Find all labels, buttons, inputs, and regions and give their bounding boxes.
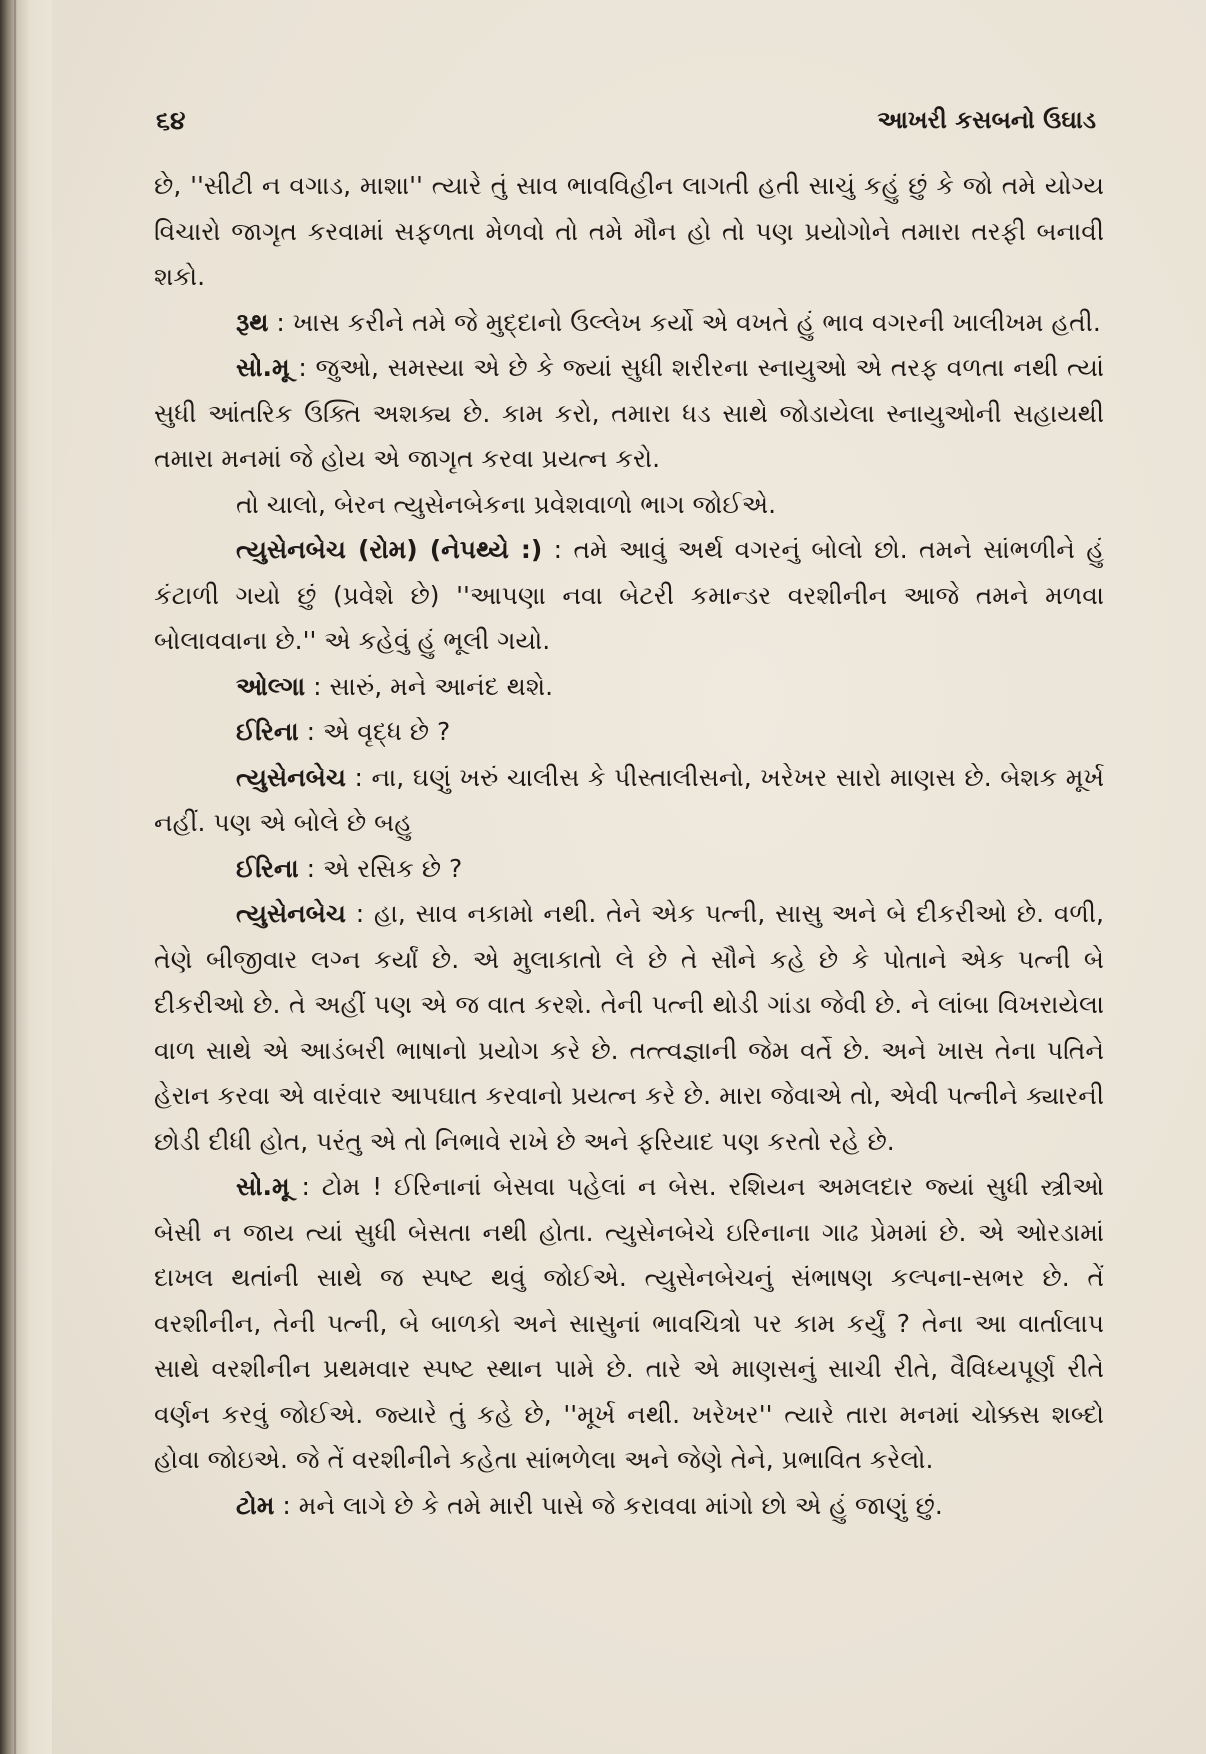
dialogue-text: : એ વૃદ્ધ છે ? xyxy=(298,717,451,746)
page-gutter-edge xyxy=(0,0,52,1754)
dialogue-paragraph xyxy=(154,1164,1104,1483)
speaker-name: ઓલ્ગા xyxy=(236,671,306,701)
paragraph xyxy=(154,163,1104,300)
dialogue-paragraph xyxy=(154,527,1104,664)
dialogue-text: : તમે આવું અર્થ વગરનું બોલો છો. તમને સાંભળીને હું કંટાળી ગયો છું (પ્રવેશે છે) ''આપણા નવા બેટરી કમાન્ડર વરશીનીન આજે તમને મળવા બોલાવવાના છે.'' એ કહેવું હું ભૂલી ગયો. xyxy=(154,535,1104,655)
dialogue-paragraph xyxy=(154,1483,1104,1529)
dialogue-text: : ટોમ ! ઈરિનાનાં બેસવા પહેલાં ન બેસ. રશિયન અમલદાર જ્યાં સુધી સ્ત્રીઓ બેસી ન જાય ત્યાં સુધી બેસતા નથી હોતા. ત્યુસેનબેચે ઇરિનાના ગાઢ પ્રેમમાં છે. એ ઓરડામાં દાખલ થતાંની સાથે જ સ્પષ્ટ થવું જોઈએ. ત્યુસેનબેચનું સંભાષણ કલ્પના-સભર છે. તેં વરશીનીન, તેની પત્ની, બે બાળકો અને સાસુનાં ભાવચિત્રો પર કામ કર્યું ? તેના આ વાર્તાલાપ સાથે વરશીનીન પ્રથમવાર સ્પષ્ટ સ્થાન પામે છે. તારે એ માણસનું સાચી રીતે, વૈવિધ્યપૂર્ણ રીતે વર્ણન કરવું જોઈએ. જ્યારે તું કહે છે, ''મૂર્ખ નથી. ખરેખર'' ત્યારે તારા મનમાં ચોક્કસ શબ્દો હોવા જોઇએ. જે તેં વરશીનીને કહેતા સાંભળેલા અને જેણે તેને, પ્રભાવિત કરેલો. xyxy=(154,1172,1104,1474)
dialogue-text: : ખાસ કરીને તમે જે મુદ્દાનો ઉલ્લેખ કર્યો એ વખતે હું ભાવ વગરની ખાલીખમ હતી. xyxy=(268,307,1101,337)
speaker-name: ત્યુસેનબેચ xyxy=(236,899,346,928)
dialogue-paragraph xyxy=(154,345,1104,482)
dialogue-text: : એ રસિક છે ? xyxy=(298,853,463,883)
speaker-name: રૂથ xyxy=(236,307,269,337)
dialogue-text: : જુઓ, સમસ્યા એ છે કે જ્યાં સુધી શરીરના સ્નાયુઓ એ તરફ વળતા નથી ત્યાં સુધી આંતરિક ઉક્તિ અશક્ય છે. કામ કરો, તમારા ધડ સાથે જોડાયેલા સ્નાયુઓની સહાયથી તમારા મનમાં જે હોય એ જાગૃત કરવા પ્રયત્ન કરો. xyxy=(154,353,1104,473)
dialogue-text: : હા, સાવ નકામો નથી. તેને એક પત્ની, સાસુ અને બે દીકરીઓ છે. વળી, તેણે બીજીવાર લગ્ન કર્યાં છે. એ મુલાકાતો લે છે તે સૌને કહે છે કે પોતાને એક પત્ની બે દીકરીઓ છે. તે અહીં પણ એ જ વાત કરશે. તેની પત્ની થોડી ગાંડા જેવી છે. ને લાંબા વિખરાયેલા વાળ સાથે એ આડંબરી ભાષાનો પ્રયોગ કરે છે. તત્ત્વજ્ઞાની જેમ વર્તે છે. અને ખાસ તેના પતિને હેરાન કરવા એ વારંવાર આપઘાત કરવાનો પ્રયત્ન કરે છે. મારા જેવાએ તો, એવી પત્નીને ક્યારની છોડી દીધી હોત, પરંતુ એ તો નિભાવે રાખે છે અને ફરિયાદ પણ કરતો રહે છે. xyxy=(154,899,1104,1156)
paragraph-text: તો ચાલો, બેરન ત્યુસેનબેકના પ્રવેશવાળો ભાગ જોઈએ. xyxy=(236,489,777,519)
paragraph-text: છે, ''સીટી ન વગાડ, માશા'' ત્યારે તું સાવ ભાવવિહીન લાગતી હતી સાચું કહું છું કે જો તમે યોગ્ય વિચારો જાગૃત કરવામાં સફળતા મેળવો તો તમે મૌન હો તો પણ પ્રયોગોને તમારા તરફી બનાવી શકો. xyxy=(154,171,1104,291)
paragraph xyxy=(154,482,1104,528)
dialogue-paragraph xyxy=(154,709,1104,755)
speaker-name: ત્યુસેનબેચ (રોમ) (નેપથ્યે :) xyxy=(236,535,543,564)
dialogue-text: : સારું, મને આનંદ થશે. xyxy=(305,671,554,701)
dialogue-paragraph xyxy=(154,755,1104,846)
speaker-name: સો.મૂ xyxy=(236,1172,290,1201)
page-header xyxy=(156,106,1096,146)
dialogue-paragraph xyxy=(154,846,1104,892)
dialogue-paragraph xyxy=(154,664,1104,710)
speaker-name: સો.મૂ xyxy=(236,353,290,382)
dialogue-text: : મને લાગે છે કે તમે મારી પાસે જે કરાવવા માંગો છો એ હું જાણું છું. xyxy=(274,1490,943,1520)
speaker-name: ઈરિના xyxy=(236,853,299,883)
page-number: ૬૪ xyxy=(156,106,186,135)
dialogue-paragraph xyxy=(154,891,1104,1164)
dialogue-text: : ના, ઘણું ખરું ચાલીસ કે પીસ્તાલીસનો, ખરેખર સારો માણસ છે. બેશક મૂર્ખ નહીં. પણ એ બોલે છે બહુ xyxy=(154,762,1104,837)
running-title: આખરી કસબનો ઉઘાડ xyxy=(877,106,1096,134)
speaker-name: ઈરિના xyxy=(236,717,299,746)
book-page xyxy=(52,0,1206,1754)
speaker-name: ત્યુસેનબેચ xyxy=(236,762,346,792)
dialogue-paragraph xyxy=(154,300,1104,346)
speaker-name: ટોમ xyxy=(236,1490,275,1520)
text-body xyxy=(154,163,1104,1528)
